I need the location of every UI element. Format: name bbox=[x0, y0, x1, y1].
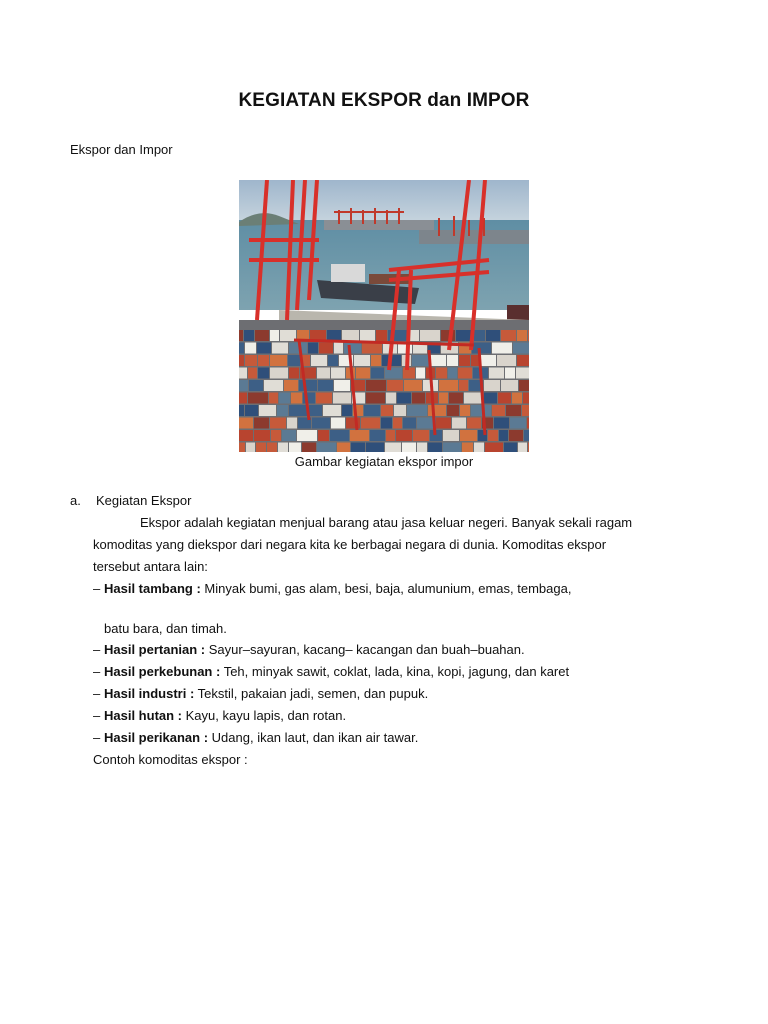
list-dash: – bbox=[93, 642, 101, 657]
paragraph-line: Ekspor adalah kegiatan menjual barang atau jasa keluar negeri. Banyak sekali ragam bbox=[140, 515, 633, 530]
list-item-label: Hasil industri : bbox=[104, 686, 195, 701]
port-container-cranes-photo bbox=[239, 180, 529, 452]
list-dash: – bbox=[93, 581, 101, 596]
list-item-continuation: batu bara, dan timah. bbox=[104, 621, 227, 636]
list-dash: – bbox=[93, 730, 101, 745]
list-item-text: Kayu, kayu lapis, dan rotan. bbox=[182, 708, 347, 723]
list-item-label: Hasil tambang : bbox=[104, 581, 201, 596]
section-footer-text: Contoh komoditas ekspor : bbox=[93, 752, 248, 767]
list-item-text: Sayur–sayuran, kacang– kacangan dan buah–buahan. bbox=[205, 642, 525, 657]
list-item bbox=[93, 581, 571, 597]
list-dash: – bbox=[93, 686, 101, 701]
list-dash: – bbox=[93, 708, 101, 723]
section-heading: Kegiatan Ekspor bbox=[96, 493, 192, 508]
paragraph-line: tersebut antara lain: bbox=[93, 559, 208, 574]
list-item-label: Hasil perkebunan : bbox=[104, 664, 221, 679]
page-subtitle: Ekspor dan Impor bbox=[70, 142, 173, 157]
list-item-label: Hasil perikanan : bbox=[104, 730, 209, 745]
list-item bbox=[93, 730, 418, 746]
list-item-text: Udang, ikan laut, dan ikan air tawar. bbox=[208, 730, 419, 745]
list-item bbox=[93, 642, 525, 658]
section-marker: a. bbox=[70, 493, 81, 508]
page-title: KEGIATAN EKSPOR dan IMPOR bbox=[238, 90, 530, 111]
list-item bbox=[93, 686, 428, 702]
list-item-label: Hasil hutan : bbox=[104, 708, 183, 723]
list-item-text: Minyak bumi, gas alam, besi, baja, alumunium, emas, tembaga, bbox=[200, 581, 572, 596]
list-item bbox=[93, 664, 569, 680]
list-dash: – bbox=[93, 664, 101, 679]
list-item-label: Hasil pertanian : bbox=[104, 642, 206, 657]
figure-caption: Gambar kegiatan ekspor impor bbox=[294, 454, 474, 469]
list-item bbox=[93, 708, 346, 724]
list-item-text: Tekstil, pakaian jadi, semen, dan pupuk. bbox=[194, 686, 429, 701]
list-item-text: Teh, minyak sawit, coklat, lada, kina, kopi, jagung, dan karet bbox=[220, 664, 570, 679]
paragraph-line: komoditas yang diekspor dari negara kita ke berbagai negara di dunia. Komoditas ekspor bbox=[93, 537, 607, 552]
